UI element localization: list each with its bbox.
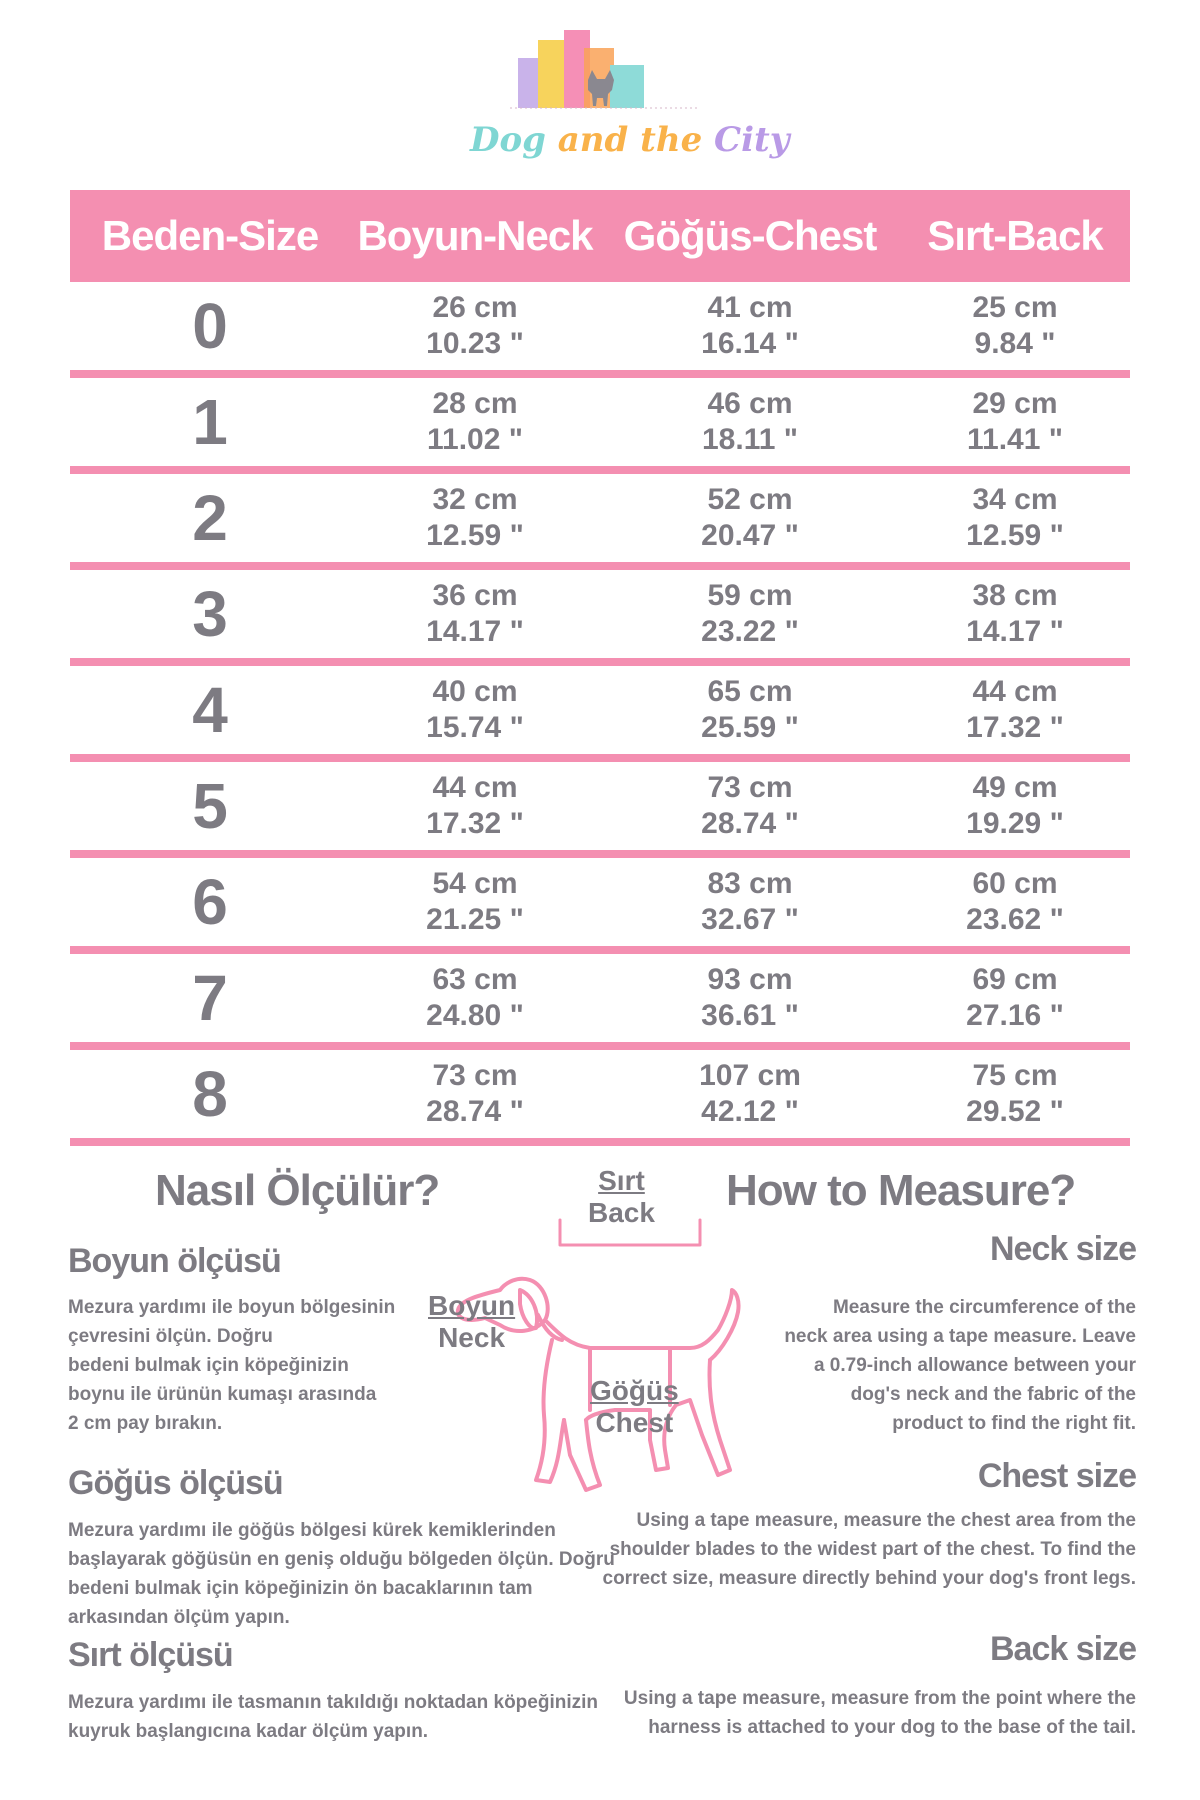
back-cm: 44 cm <box>972 675 1058 708</box>
neck-cell <box>350 482 600 554</box>
chest-cell <box>600 1058 900 1130</box>
diagram-label-neck <box>428 1290 515 1354</box>
chest-cm: 107 cm <box>699 1059 801 1092</box>
diagram-back-tr: Sırt <box>598 1165 645 1196</box>
back-cm: 60 cm <box>972 867 1058 900</box>
en-back-text: Using a tape measure, measure from the point where the harness is attached to your dog to the base of the tail. <box>623 1688 1136 1738</box>
table-row <box>70 858 1130 954</box>
neck-inch: 15.74 " <box>426 711 524 744</box>
chest-inch: 36.61 " <box>701 999 799 1032</box>
chest-cell <box>600 962 900 1034</box>
chest-cell <box>600 674 900 746</box>
brand-logo <box>470 20 790 170</box>
size-cell: 7 <box>192 962 228 1034</box>
header-chest: Göğüs-Chest <box>623 212 877 259</box>
chest-inch: 28.74 " <box>701 807 799 840</box>
table-row <box>70 666 1130 762</box>
chest-inch: 25.59 " <box>701 711 799 744</box>
back-cell <box>900 674 1130 746</box>
chest-cell <box>600 482 900 554</box>
neck-cell <box>350 674 600 746</box>
diagram-neck-tr: Boyun <box>428 1290 516 1321</box>
back-inch: 29.52 " <box>966 1095 1064 1128</box>
neck-cell <box>350 1058 600 1130</box>
back-cell <box>900 770 1130 842</box>
chest-cm: 46 cm <box>707 387 793 420</box>
neck-inch: 12.59 " <box>426 519 524 552</box>
back-cm: 49 cm <box>972 771 1058 804</box>
chest-cm: 93 cm <box>707 963 793 996</box>
chest-cell <box>600 770 900 842</box>
table-row <box>70 378 1130 474</box>
size-cell: 4 <box>192 674 228 746</box>
neck-inch: 17.32 " <box>426 807 524 840</box>
neck-cm: 44 cm <box>432 771 518 804</box>
diagram-neck-en: Neck <box>438 1322 506 1353</box>
back-cm: 75 cm <box>972 1059 1058 1092</box>
neck-inch: 28.74 " <box>426 1095 524 1128</box>
tr-back-text: Mezura yardımı ile tasmanın takıldığı noktadan köpeğinizin kuyruk başlangıcına kadar ölçüm yapın. <box>68 1692 598 1742</box>
chest-cell <box>600 386 900 458</box>
chest-cm: 65 cm <box>707 675 793 708</box>
table-row <box>70 954 1130 1050</box>
size-cell: 3 <box>192 578 228 650</box>
neck-cell <box>350 962 600 1034</box>
back-cell <box>900 482 1130 554</box>
tr-chest-title: Göğüs ölçüsü <box>68 1464 283 1502</box>
dog-outline-icon <box>458 1220 739 1490</box>
back-inch: 17.32 " <box>966 711 1064 744</box>
chest-cm: 41 cm <box>707 291 793 324</box>
diagram-chest-tr: Göğüs <box>590 1375 679 1406</box>
back-cell <box>900 1058 1130 1130</box>
size-cell: 1 <box>192 386 228 458</box>
back-cell <box>900 386 1130 458</box>
header-size: Beden-Size <box>101 212 319 259</box>
chest-cm: 83 cm <box>707 867 793 900</box>
chest-inch: 32.67 " <box>701 903 799 936</box>
table-header <box>70 190 1130 282</box>
brand-wordmark <box>470 120 790 160</box>
en-section-title: How to Measure? <box>726 1166 1076 1215</box>
neck-inch: 14.17 " <box>426 615 524 648</box>
neck-cm: 73 cm <box>432 1059 518 1092</box>
table-row <box>70 1050 1130 1146</box>
brand-word-dog: Dog <box>470 120 546 160</box>
table-row <box>70 762 1130 858</box>
neck-inch: 10.23 " <box>426 327 524 360</box>
en-chest-title: Chest size <box>977 1457 1136 1495</box>
table-row <box>70 570 1130 666</box>
back-cm: 29 cm <box>972 387 1058 420</box>
back-cm: 34 cm <box>972 483 1058 516</box>
tr-neck-title: Boyun ölçüsü <box>68 1242 281 1280</box>
diagram-label-chest <box>590 1375 679 1439</box>
back-cm: 69 cm <box>972 963 1058 996</box>
back-inch: 27.16 " <box>966 999 1064 1032</box>
city-buildings-icon <box>470 20 740 125</box>
neck-cm: 63 cm <box>432 963 518 996</box>
back-inch: 14.17 " <box>966 615 1064 648</box>
diagram-back-en: Back <box>588 1197 655 1228</box>
back-cell <box>900 866 1130 938</box>
back-inch: 11.41 " <box>967 423 1063 456</box>
size-cell: 6 <box>192 866 228 938</box>
neck-cell <box>350 770 600 842</box>
header-back: Sırt-Back <box>927 212 1103 259</box>
back-cm: 25 cm <box>972 291 1058 324</box>
table-row <box>70 474 1130 570</box>
back-inch: 19.29 " <box>966 807 1064 840</box>
chest-cell <box>600 578 900 650</box>
tr-neck-text: Mezura yardımı ile boyun bölgesinin çevresini ölçün. Doğru bedeni bulmak için köpeğinizin boynu ile ürünün kumaşı arasında 2 cm pay bırakın. <box>68 1297 396 1434</box>
neck-cm: 32 cm <box>432 483 518 516</box>
neck-cell <box>350 866 600 938</box>
chest-cm: 52 cm <box>707 483 793 516</box>
neck-cm: 36 cm <box>432 579 518 612</box>
back-cm: 38 cm <box>972 579 1058 612</box>
brand-word-and-the: and the <box>557 120 703 160</box>
neck-cm: 54 cm <box>432 867 518 900</box>
chest-cell <box>600 866 900 938</box>
neck-inch: 21.25 " <box>426 903 524 936</box>
back-cell <box>900 290 1130 362</box>
table-row <box>70 282 1130 378</box>
tr-back-title: Sırt ölçüsü <box>68 1636 233 1674</box>
neck-cell <box>350 578 600 650</box>
diagram-label-back <box>588 1165 655 1229</box>
back-cell <box>900 962 1130 1034</box>
chest-cm: 59 cm <box>707 579 793 612</box>
chest-inch: 42.12 " <box>701 1095 799 1128</box>
neck-cm: 40 cm <box>432 675 518 708</box>
back-inch: 9.84 " <box>974 327 1056 360</box>
back-inch: 23.62 " <box>966 903 1064 936</box>
neck-inch: 24.80 " <box>426 999 524 1032</box>
en-neck-title: Neck size <box>990 1230 1136 1268</box>
neck-inch: 11.02 " <box>427 423 523 456</box>
chest-inch: 20.47 " <box>701 519 799 552</box>
en-back-title: Back size <box>990 1630 1136 1668</box>
neck-cm: 28 cm <box>432 387 518 420</box>
size-cell: 2 <box>192 482 228 554</box>
table-body <box>70 282 1130 1146</box>
neck-cell <box>350 386 600 458</box>
neck-cell <box>350 290 600 362</box>
size-cell: 8 <box>192 1058 228 1130</box>
tr-section-title: Nasıl Ölçülür? <box>155 1166 440 1215</box>
header-neck: Boyun-Neck <box>357 212 593 259</box>
brand-word-city: City <box>714 120 790 160</box>
en-neck-text: Measure the circumference of the neck area using a tape measure. Leave a 0.79-inch allowance between your dog's neck and the fabric of the product to find the right fit. <box>784 1297 1136 1434</box>
size-cell: 0 <box>192 290 228 362</box>
chest-inch: 16.14 " <box>701 327 799 360</box>
chest-cell <box>600 290 900 362</box>
back-cell <box>900 578 1130 650</box>
en-chest-text: Using a tape measure, measure the chest area from the shoulder blades to the widest part of the chest. To find the correct size, measure directly behind your dog's front legs. <box>602 1510 1136 1589</box>
chest-inch: 23.22 " <box>701 615 799 648</box>
size-cell: 5 <box>192 770 228 842</box>
diagram-chest-en: Chest <box>595 1407 674 1438</box>
chest-inch: 18.11 " <box>702 423 798 456</box>
size-table <box>70 190 1130 1146</box>
back-inch: 12.59 " <box>966 519 1064 552</box>
chest-cm: 73 cm <box>707 771 793 804</box>
neck-cm: 26 cm <box>432 291 518 324</box>
tr-chest-text: Mezura yardımı ile göğüs bölgesi kürek kemiklerinden başlayarak göğüsün en geniş olduğu bölgeden ölçün. Doğru bedeni bulmak için köpeğinizin ön bacaklarının tam arkasından ölçüm yapın. <box>68 1520 615 1628</box>
